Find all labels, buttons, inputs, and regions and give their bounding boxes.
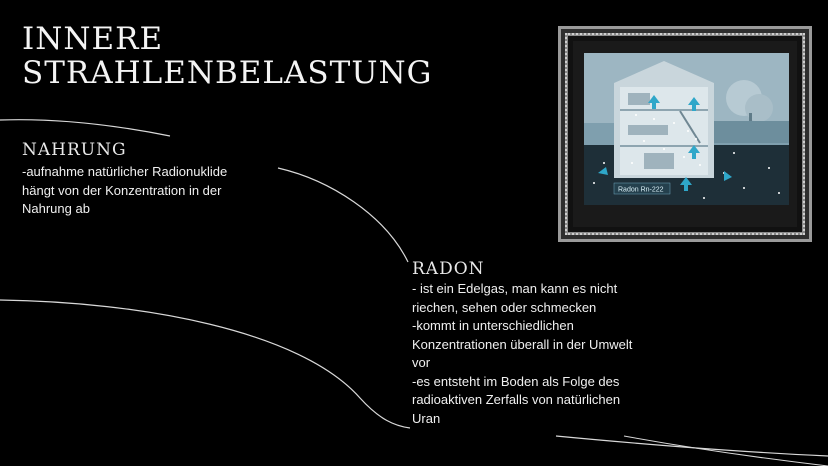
radon-line: radioaktiven Zerfalls von natürlichen bbox=[412, 392, 621, 407]
curve-bottom-right-1 bbox=[556, 436, 828, 456]
curve-bottom-right-2 bbox=[624, 436, 828, 466]
radon-house-illustration bbox=[584, 53, 789, 205]
nahrung-heading: NAHRUNG bbox=[22, 140, 127, 160]
title-line-1: INNERE bbox=[22, 21, 164, 57]
slide-title bbox=[22, 22, 432, 90]
radon-line: -es entsteht im Boden als Folge des bbox=[412, 373, 620, 389]
radon-heading: RADON bbox=[412, 259, 485, 279]
curve-lower-left bbox=[0, 300, 410, 428]
curve-middle bbox=[278, 168, 408, 262]
radon-line: Uran bbox=[412, 410, 441, 426]
nahrung-line: Nahrung ab bbox=[22, 201, 90, 216]
curve-top-left bbox=[0, 120, 170, 136]
radon-line: -kommt in unterschiedlichen bbox=[412, 318, 574, 333]
nahrung-line: -aufnahme natürlicher Radionuklide bbox=[22, 164, 228, 179]
title-line-2: STRAHLENBELASTUNG bbox=[22, 55, 433, 91]
radon-text bbox=[412, 280, 632, 428]
nahrung-line: hängt von der Konzentration in der bbox=[22, 182, 222, 198]
nahrung-text bbox=[22, 163, 227, 219]
radon-line: Konzentrationen überall in der Umwelt bbox=[412, 336, 633, 352]
radon-label: Radon Rn-222 bbox=[618, 186, 664, 194]
radon-line: riechen, sehen oder schmecken bbox=[412, 299, 597, 315]
radon-line: - ist ein Edelgas, man kann es nicht bbox=[412, 281, 618, 296]
radon-line: vor bbox=[412, 355, 431, 370]
